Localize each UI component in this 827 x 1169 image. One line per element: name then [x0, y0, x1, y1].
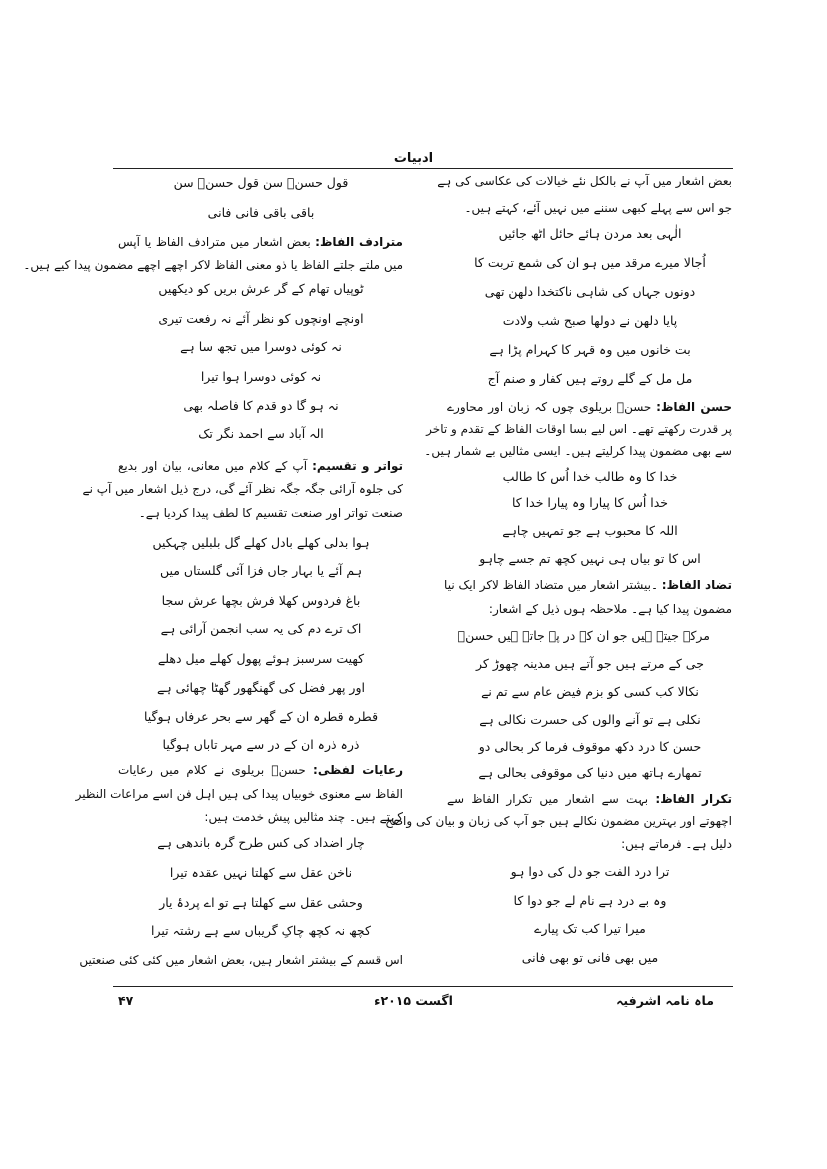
- verse-line: باقی باقی فانی فانی: [207, 205, 315, 220]
- verse-line: میرا تیرا کب تک پیارے: [534, 921, 646, 936]
- prose-line: صنعت تواتر اور صنعت تقسیم کا لطف پیدا کردیا ہے۔: [138, 506, 403, 520]
- verse-line: الٰہی بعد مردن ہائے حائل اٹھ جائیں: [498, 226, 682, 241]
- verse-line: ٹوپیاں تھام کے گر عرش بریں کو دیکھیں: [158, 281, 364, 296]
- verse-line: کچھ نہ کچھ چاکِ گریباں سے ہے رشتہ تیرا: [151, 923, 371, 938]
- verse-line: وہ بے درد ہے نام لے جو دوا کا: [513, 893, 667, 908]
- prose-line: پر قدرت رکھتے تھے۔ اس لیے بسا اوقات الفاظ کے تقدم و تاخر: [426, 422, 732, 436]
- prose-line: سے بھی مضمون پیدا کرلیتے ہیں۔ ایسی مثالیں بے شمار ہیں۔: [424, 444, 732, 458]
- verse-line: مرکے جیتے ہیں جو ان کے در پہ جاتے ہیں حسنؔ: [457, 628, 710, 643]
- prose-line: الفاظ سے معنوی خوبیاں پیدا کی ہیں اہل فن اسے مراعات النظیر: [75, 787, 403, 801]
- prose-line: جو اس سے پہلے کبھی سننے میں نہیں آئے، کہتے ہیں۔: [464, 201, 732, 215]
- verse-line: اُجالا میرے مرقد میں ہو ان کی شمع تربت کا: [474, 255, 706, 270]
- prose-text: حسنؔ بریلوی نے کلام میں رعایات: [118, 763, 314, 777]
- verse-line: کھیت سرسبز ہوئے پھول کھلے میل دھلے: [157, 651, 365, 666]
- verse-line: نکالا کب کسی کو بزم فیض عام سے تم نے: [481, 684, 699, 699]
- section-heading: تکرار الفاظ:: [655, 792, 733, 806]
- verse-line: وحشی عقل سے کھلتا ہے تو اے پردۂ یار: [159, 895, 363, 910]
- prose-text: ۔بیشتر اشعار میں متضاد الفاظ لاکر ایک نیا: [444, 578, 662, 592]
- verse-line: ناخن عقل سے کھلتا نہیں عقدہ تیرا: [169, 865, 353, 880]
- verse-line: ذرہ ذرہ ان کے در سے مہر تاباں ہوگیا: [162, 737, 360, 752]
- section-heading: تواتر و تقسیم:: [312, 459, 403, 473]
- verse-line: مل مل کے گلے روتے ہیں کفار و صنم آج: [487, 371, 693, 386]
- page-number: ۴۷: [118, 993, 134, 1008]
- verse-line: اس کا تو بیاں ہی نہیں کچھ تم جسے چاہو: [479, 551, 701, 566]
- verse-line: باغ فردوس کھلا فرش بچھا عرش سجا: [161, 593, 361, 608]
- verse-line: اور پھر فضل کی گھنگھور گھٹا چھائی ہے: [157, 680, 365, 695]
- verse-line: اک ترے دم کی یہ سب انجمن آرائی ہے: [160, 621, 362, 636]
- section-heading-line: [447, 398, 732, 416]
- prose-text: آپ کے کلام میں معانی، بیان اور بدیع: [118, 459, 313, 473]
- verse-line: خدا کا وہ طالب خدا اُس کا طالب: [502, 469, 678, 484]
- verse-line: ہوا بدلی کھلے بادل کھلے گل بلبلیں چہکیں: [152, 535, 370, 550]
- section-heading: حسن الفاظ:: [656, 400, 732, 414]
- verse-line: میں بھی فانی تو بھی فانی: [521, 950, 659, 965]
- section-heading: تضاد الفاظ:: [661, 578, 732, 592]
- prose-line: مضمون پیدا کیا ہے۔ ملاحظہ ہوں ذیل کے اشعار:: [488, 602, 732, 616]
- section-heading-line: [118, 761, 403, 779]
- section-heading-line: [118, 233, 403, 251]
- verse-line: تمھارے ہاتھ میں دنیا کی موقوفی بحالی ہے: [478, 765, 702, 780]
- prose-text: حسنؔ بریلوی چوں کہ زبان اور محاورے: [447, 400, 657, 414]
- verse-line: حسن کا درد دکھ موقوف فرما کر بحالی دو: [478, 739, 702, 754]
- magazine-name: ماہ نامہ اشرفیہ: [616, 993, 714, 1008]
- verse-line: پایا دلھن نے دولھا صبح شب ولادت: [502, 313, 678, 328]
- verse-line: قطرہ قطرہ ان کے گھر سے بحر عرفاں ہوگیا: [143, 709, 379, 724]
- verse-line: نہ کوئی دوسرا ہوا تیرا: [200, 369, 322, 384]
- verse-line: چار اضداد کی کس طرح گرہ باندھی ہے: [157, 835, 365, 850]
- prose-line: کی جلوہ آرائی جگہ جگہ نظر آئے گی، درج ذیل اشعار میں آپ نے: [82, 482, 403, 496]
- verse-line: خدا اُس کا پیارا وہ پیارا خدا کا: [511, 495, 669, 510]
- verse-line: اونچے اونچوں کو نظر آئے نہ رفعت تیری: [158, 311, 364, 326]
- header-rule: [113, 168, 733, 169]
- section-heading: رعایات لفظی:: [313, 763, 403, 777]
- verse-line: نہ کوئی دوسرا میں تجھ سا ہے: [180, 339, 342, 354]
- verse-line: الہ آباد سے احمد نگر تک: [198, 426, 324, 441]
- prose-line: بعض اشعار میں آپ نے بالکل نئے خیالات کی عکاسی کی ہے: [437, 174, 732, 188]
- prose-line: کہتے ہیں۔ چند مثالیں پیش خدمت ہیں:: [204, 810, 403, 824]
- prose-text: بعض اشعار میں مترادف الفاظ یا آپس: [118, 235, 316, 249]
- verse-line: جی کے مرتے ہیں جو آتے ہیں مدینہ چھوڑ کر: [476, 656, 704, 671]
- prose-line: اس قسم کے بیشتر اشعار ہیں، بعض اشعار میں کئی کئی صنعتیں: [79, 953, 403, 967]
- section-heading: مترادف الفاظ:: [315, 235, 403, 249]
- verse-line: اللہ کا محبوب ہے جو تمہیں چاہے: [502, 523, 678, 538]
- verse-line: ترا درد الفت جو دل کی دوا ہو: [510, 864, 670, 879]
- section-heading-line: [118, 457, 403, 475]
- verse-line: قول حسنؔ سن قول حسنؔ سن: [173, 175, 349, 190]
- prose-line: میں ملتے جلتے الفاظ یا ذو معنی الفاظ لاکر اچھے اچھے مضمون پیدا کیے ہیں۔: [23, 258, 403, 272]
- verse-line: نکلی ہے تو آنے والوں کی حسرت نکالی ہے: [479, 712, 701, 727]
- prose-text: بہت سے اشعار میں تکرار الفاظ سے: [447, 792, 656, 806]
- prose-line: اچھوتے اور بہترین مضمون نکالے ہیں جو آپ کی زبان و بیان کی واضح: [385, 814, 732, 828]
- issue-date: اگست ۲۰۱۵ء: [374, 993, 453, 1008]
- verse-line: دونوں جہاں کی شاہی ناکتخدا دلھن تھی: [484, 284, 696, 299]
- section-title: ادبیات: [393, 151, 434, 166]
- verse-line: ہم آئے یا بہار جاں فزا آئی گلستاں میں: [159, 563, 363, 578]
- section-heading-line: [444, 576, 732, 594]
- section-heading-line: [447, 790, 732, 808]
- footer-rule: [113, 986, 733, 987]
- prose-line: دلیل ہے۔ فرماتے ہیں:: [621, 837, 732, 851]
- verse-line: بت خانوں میں وہ قہر کا کہرام پڑا ہے: [489, 342, 691, 357]
- verse-line: نہ ہو گا دو قدم کا فاصلہ بھی: [183, 398, 339, 413]
